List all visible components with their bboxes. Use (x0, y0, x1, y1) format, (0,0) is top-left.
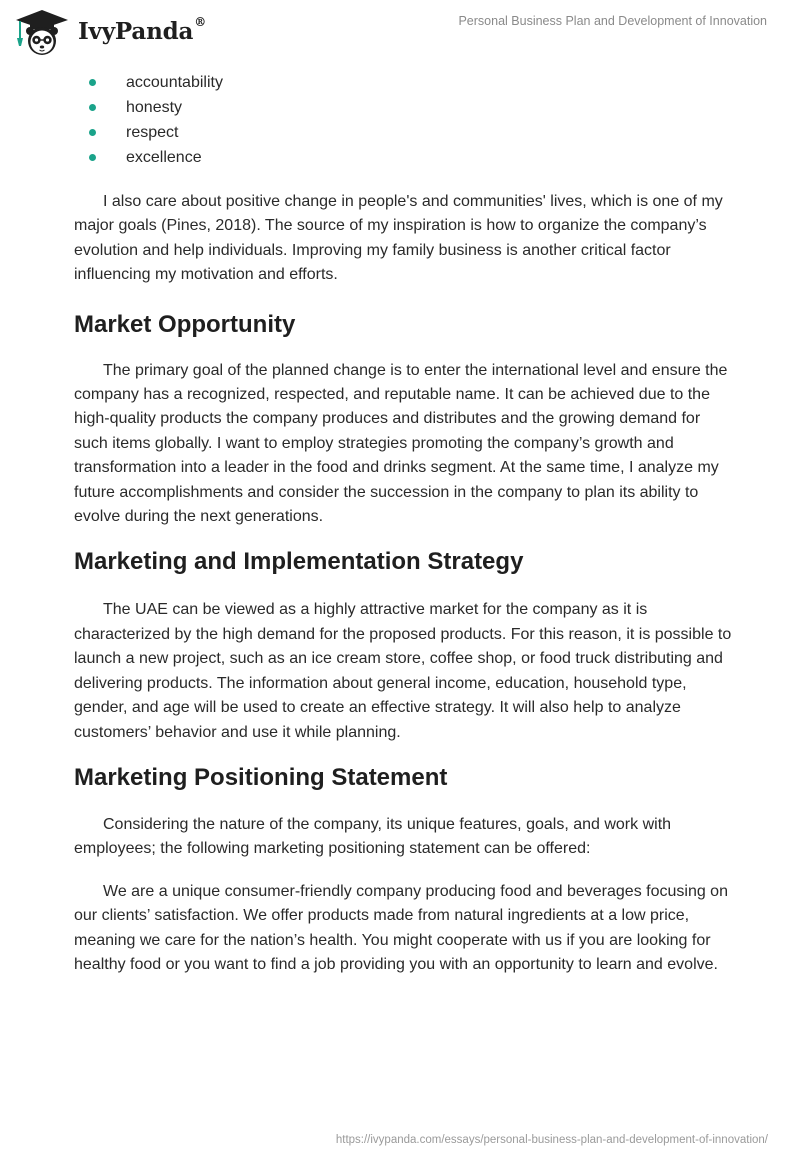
brand-text: IvyPanda (78, 18, 194, 45)
paragraph-motivation: I also care about positive change in people's and communities' lives, which is one of my major goals (Pines, 2018). The source of my inspiration is how to organize the company’s evolution and help individuals. Improving my family business is another critical factor influencing my motivation and efforts. (74, 193, 723, 284)
essay-content (74, 70, 734, 977)
bullet-icon (89, 129, 96, 136)
heading-market-opportunity: Market Opportunity (74, 310, 296, 338)
brand-name[interactable] (78, 15, 206, 45)
document-title: Personal Business Plan and Development of Innovation (458, 14, 767, 28)
bullet-icon (89, 79, 96, 86)
list-item (74, 120, 734, 145)
paragraph-marketing-strategy: The UAE can be viewed as a highly attractive market for the company as it is characterized by the high demand for the proposed products. For this reason, it is possible to launch a new project, such as an ice cream store, coffee shop, or food truck distributing and delivering products. The information about general income, education, household type, gender, and age will be used to create an effective strategy. It will also help to analyze customers’ behavior and use it while planning. (74, 601, 732, 741)
list-item-text: accountability (126, 74, 223, 91)
list-item-text: excellence (126, 149, 202, 166)
paragraph-positioning-intro: Considering the nature of the company, its unique features, goals, and work with employees; the following marketing positioning statement can be offered: (74, 815, 672, 858)
paragraph-positioning-statement: We are a unique consumer-friendly company producing food and beverages focusing on our clients’ satisfaction. We offer products made from natural ingredients at a low price, meaning we care for the nation’s health. You might cooperate with us if you are looking for healthy food or you want to find a job providing you with an opportunity to learn and evolve. (74, 882, 728, 973)
bullet-icon (89, 104, 96, 111)
list-item (74, 95, 734, 120)
bullet-icon (89, 154, 96, 161)
paragraph-market-opportunity: The primary goal of the planned change is to enter the international level and ensure the company has a recognized, respected, and reputable name. It can be achieved due to the high-quality products the company produces and distributes and the growing demand for such items globally. I want to employ strategies promoting the company’s growth and transformation into a leader in the food and drinks segment. At the same time, I analyze my future accomplishments and consider the succession in the company to plan its ability to evolve during the next generations. (74, 361, 728, 526)
heading-positioning: Marketing Positioning Statement (74, 763, 448, 791)
list-item-text: honesty (126, 99, 183, 116)
heading-marketing-strategy: Marketing and Implementation Strategy (74, 548, 524, 576)
list-item (74, 145, 734, 170)
list-item (74, 70, 734, 95)
registered-mark: ® (194, 15, 206, 30)
list-item-text: respect (126, 124, 179, 141)
source-url[interactable]: https://ivypanda.com/essays/personal-business-plan-and-development-of-innovation/ (335, 1134, 768, 1146)
page-header (0, 0, 800, 64)
values-list (74, 70, 734, 170)
panda-graduate-icon[interactable] (14, 8, 70, 58)
